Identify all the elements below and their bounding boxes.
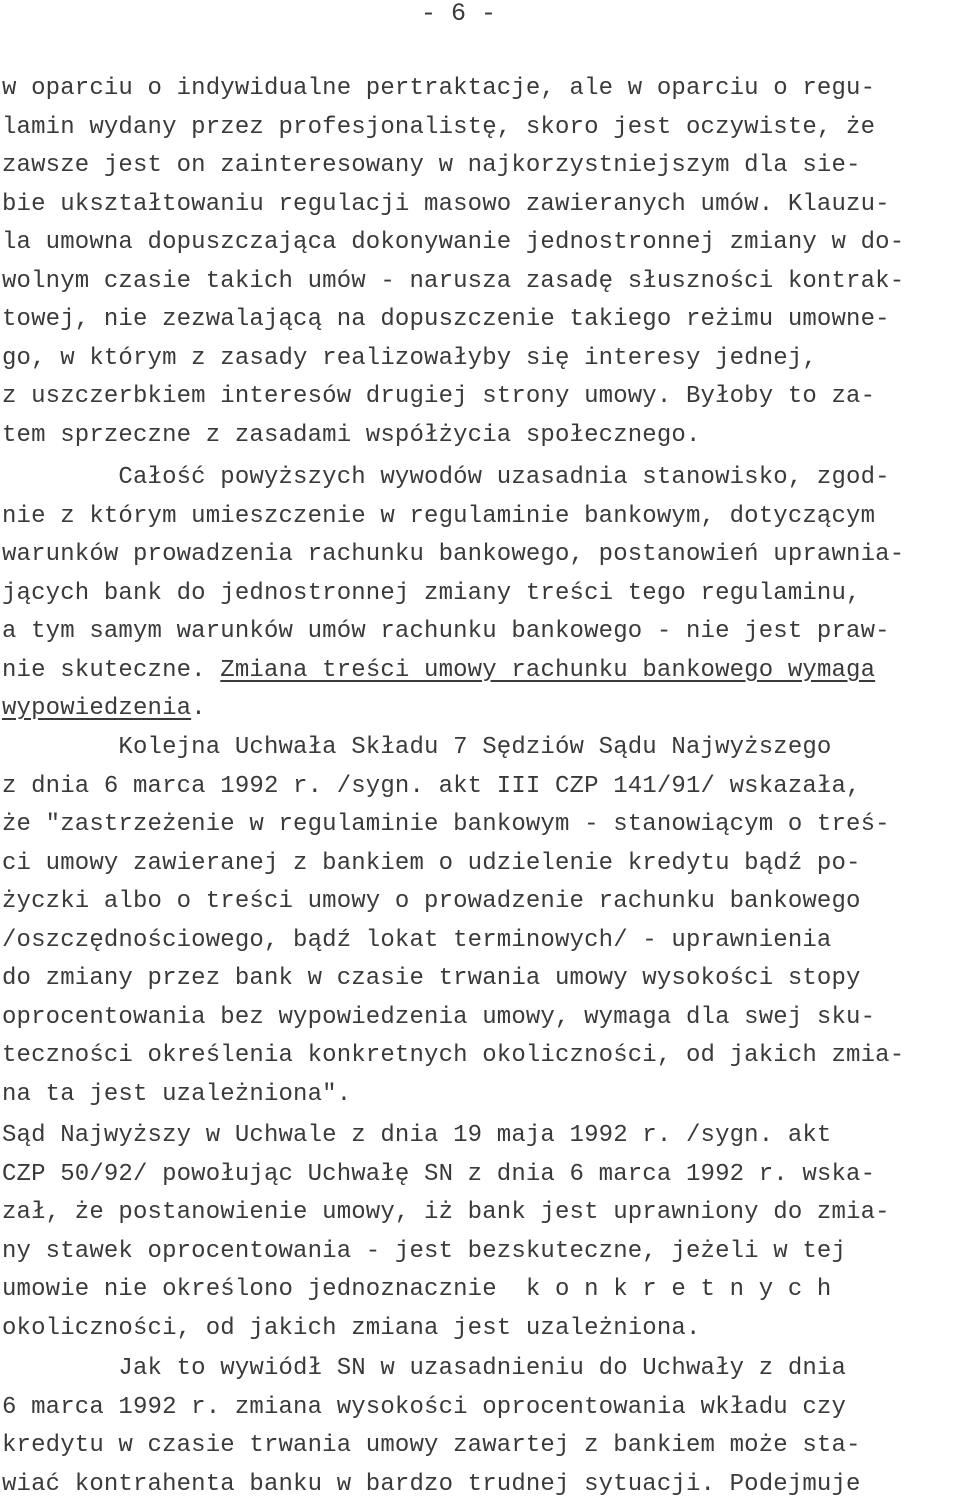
text-line: w oparciu o indywidualne pertraktacje, ale w oparciu o regu- [2, 70, 958, 109]
text-line: z uszczerbkiem interesów drugiej strony umowy. Byłoby to za- [2, 378, 958, 417]
text-line: kredytu w czasie trwania umowy zawartej z bankiem może sta- [2, 1427, 958, 1466]
text-line [2, 690, 958, 729]
paragraph-1 [2, 70, 958, 455]
text-line: wolnym czasie takich umów - narusza zasadę słuszności kontrak- [2, 263, 958, 302]
text-line: życzki albo o treści umowy o prowadzenie rachunku bankowego [2, 883, 958, 922]
text-line: zał, że postanowienie umowy, iż bank jest uprawniony do zmia- [2, 1194, 958, 1233]
text-line: Kolejna Uchwała Składu 7 Sędziów Sądu Najwyższego [2, 729, 958, 768]
text-line: ny stawek oprocentowania - jest bezskuteczne, jeżeli w tej [2, 1233, 958, 1272]
text-line: towej, nie zezwalającą na dopuszczenie takiego reżimu umowne- [2, 301, 958, 340]
page-number: - 6 - [421, 0, 496, 28]
text-line: ci umowy zawieranej z bankiem o udzielenie kredytu bądź po- [2, 845, 958, 884]
text-line: jących bank do jednostronnej zmiany treści tego regulaminu, [2, 575, 958, 614]
text-line: że "zastrzeżenie w regulaminie bankowym - stanowiącym o treś- [2, 806, 958, 845]
text-segment: nie skuteczne. [2, 657, 220, 684]
text-line: la umowna dopuszczająca dokonywanie jednostronnej zmiany w do- [2, 224, 958, 263]
text-line: oprocentowania bez wypowiedzenia umowy, wymaga dla swej sku- [2, 999, 958, 1038]
paragraph-4 [2, 1117, 958, 1348]
text-line: nie z którym umieszczenie w regulaminie bankowym, dotyczącym [2, 498, 958, 537]
text-line: lamin wydany przez profesjonalistę, skoro jest oczywiste, że [2, 109, 958, 148]
text-line: umowie nie określono jednoznacznie k o n k r e t n y c h [2, 1271, 958, 1310]
text-line: teczności określenia konkretnych okoliczności, od jakich zmia- [2, 1037, 958, 1076]
text-line: okoliczności, od jakich zmiana jest uzależniona. [2, 1310, 958, 1349]
text-line: wiać kontrahenta banku w bardzo trudnej sytuacji. Podejmuje [2, 1466, 958, 1504]
text-line: zawsze jest on zainteresowany w najkorzystniejszym dla sie- [2, 147, 958, 186]
text-line: /oszczędnościowego, bądź lokat terminowych/ - uprawnienia [2, 922, 958, 961]
text-line: na ta jest uzależniona". [2, 1076, 958, 1115]
underlined-statement-end: wypowiedzenia [2, 695, 191, 722]
text-line: Jak to wywiódł SN w uzasadnieniu do Uchwały z dnia [2, 1350, 958, 1389]
paragraph-2 [2, 459, 958, 729]
text-line: tem sprzeczne z zasadami współżycia społecznego. [2, 417, 958, 456]
text-line: bie ukształtowaniu regulacji masowo zawieranych umów. Klauzu- [2, 186, 958, 225]
text-line: a tym samym warunków umów rachunku bankowego - nie jest praw- [2, 613, 958, 652]
text-line: do zmiany przez bank w czasie trwania umowy wysokości stopy [2, 960, 958, 999]
paragraph-3 [2, 729, 958, 1114]
text-line: 6 marca 1992 r. zmiana wysokości oprocentowania wkładu czy [2, 1389, 958, 1428]
text-line [2, 652, 958, 691]
text-line: Sąd Najwyższy w Uchwale z dnia 19 maja 1992 r. /sygn. akt [2, 1117, 958, 1156]
text-line: z dnia 6 marca 1992 r. /sygn. akt III CZP 141/91/ wskazała, [2, 768, 958, 807]
underlined-statement: Zmiana treści umowy rachunku bankowego wymaga [220, 657, 875, 684]
text-line: warunków prowadzenia rachunku bankowego, postanowień uprawnia- [2, 536, 958, 575]
text-line: Całość powyższych wywodów uzasadnia stanowisko, zgod- [2, 459, 958, 498]
paragraph-5 [2, 1350, 958, 1504]
text-line: go, w którym z zasady realizowałyby się interesy jednej, [2, 340, 958, 379]
text-segment: . [191, 695, 206, 722]
text-line: CZP 50/92/ powołując Uchwałę SN z dnia 6 marca 1992 r. wska- [2, 1156, 958, 1195]
